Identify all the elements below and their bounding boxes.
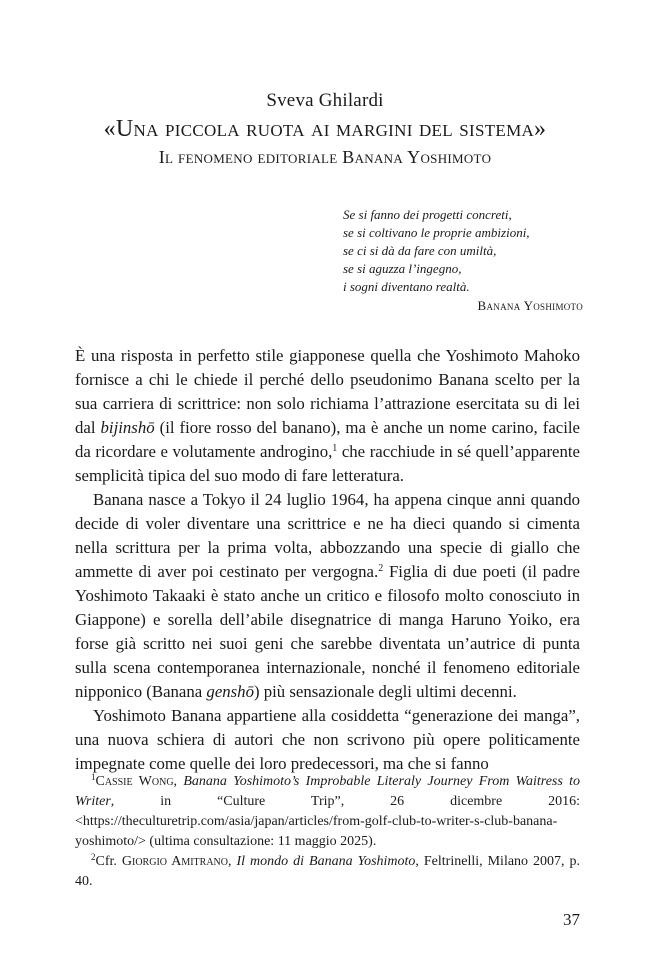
- text-run: Banana nasce a Tokyo il 24 luglio 1964, ha appena cinque anni quando decide di voler diventare una scrittrice e ne ha dieci quando si cimenta nella scrittura per la prima volta, abbozzando una specie di giallo che ammette di aver poi cestinato per vergogna.: [75, 490, 580, 581]
- text-run: ) più sensazionale degli ultimi decenni.: [253, 682, 517, 701]
- footnote-author: Giorgio Amitrano: [121, 854, 228, 869]
- page-number: 37: [563, 910, 580, 929]
- term-italic: genshō: [206, 682, 254, 701]
- footnote-number: 2: [91, 852, 96, 862]
- footnote-ref: 2: [378, 563, 384, 574]
- text-run: (il fiore rosso del banano), ma è anche un nome carino, facile da ricordare e volutamente androgino,: [75, 418, 580, 461]
- paragraph: [75, 344, 580, 488]
- footnote-work: Banana Yoshimoto’s Improbable Literaly Journey From Waitress to Writer: [75, 774, 580, 809]
- footnote-work: Il mondo di Banana Yoshimoto: [236, 854, 416, 869]
- footnote-text: , in “Culture Trip”, 26 dicembre 2016: <https://theculturetrip.com/asia/japan/articles/from-golf-club-to-writer-s-club-banana-yoshimoto/> (ultima consultazione: 11 maggio 2025).: [75, 794, 580, 849]
- footnote-ref: 1: [332, 443, 338, 454]
- epigraph-line: Se si fanno dei progetti concreti,: [343, 207, 512, 222]
- epigraph: [343, 206, 583, 315]
- footnote: $^2$Cfr. Giorgio Amitrano, Il mondo di Banana Yoshimoto, Feltrinelli, Milano 2007, p. 40.: [75, 852, 581, 889]
- epigraph-line: se si coltivano le proprie ambizioni,: [343, 225, 530, 240]
- chapter-subtitle: Il fenomeno editoriale Banana Yoshimoto: [158, 147, 492, 167]
- epigraph-line: se ci si dà da fare con umiltà,: [343, 243, 497, 258]
- term-italic: bijinshō: [100, 418, 155, 437]
- epigraph-attribution: Banana Yoshimoto: [477, 298, 583, 313]
- epigraph-line: i sogni diventano realtà.: [343, 279, 470, 294]
- chapter-title: «Una piccola ruota ai margini del sistema»: [103, 116, 547, 142]
- footnote: $^1$Cassie Wong, Banana Yoshimoto’s Improbable Literaly Journey From Waitress to Writer, in “Culture Trip”, 26 dicembre 2016: <https://theculturetrip.com/asia/japan/articles/from-golf-club-to-writer-s-club-banana-yoshimoto/> (ultima consultazione: 11 maggio 2025).: [75, 772, 580, 849]
- body-text: [75, 344, 580, 776]
- footnote-author: Cassie Wong: [95, 774, 174, 789]
- paragraph: [75, 488, 580, 704]
- text-run: È una risposta in perfetto stile giapponese quella che Yoshimoto Mahoko fornisce a chi le chiede il perché dello pseudonimo Banana scelto per la sua carriera di scrittrice: non solo richiama l’attrazione esercitata su di lei dal: [75, 346, 580, 437]
- footnotes: [75, 772, 580, 892]
- footnote-number: 1: [91, 772, 96, 782]
- footnote-text: , Feltrinelli, Milano 2007, p. 40.: [75, 854, 581, 889]
- paragraph: Yoshimoto Banana appartiene alla cosiddetta “generazione dei manga”, una nuova schiera di autori che non scrivono più opere politicamente impegnate come quelle dei loro predecessori, ma che si fanno: [75, 706, 580, 773]
- author-name: Sveva Ghilardi: [266, 90, 384, 111]
- footnote-text: Cfr.: [95, 854, 122, 869]
- epigraph-line: se si aguzza l’ingegno,: [343, 261, 462, 276]
- text-run: Figlia di due poeti (il padre Yoshimoto Takaaki è stato anche un critico e filosofo molto conosciuto in Giappone) e sorella dell’abile disegnatrice di manga Haruno Yoiko, era forse già scritto nei suoi geni che sarebbe diventata un’autrice di punta sulla scena contemporanea internazionale, nonché il fenomeno editoriale nipponico (Banana: [75, 562, 580, 701]
- text-run: che racchiude in sé quell’apparente semplicità tipica del suo modo di fare letteratura.: [75, 442, 580, 485]
